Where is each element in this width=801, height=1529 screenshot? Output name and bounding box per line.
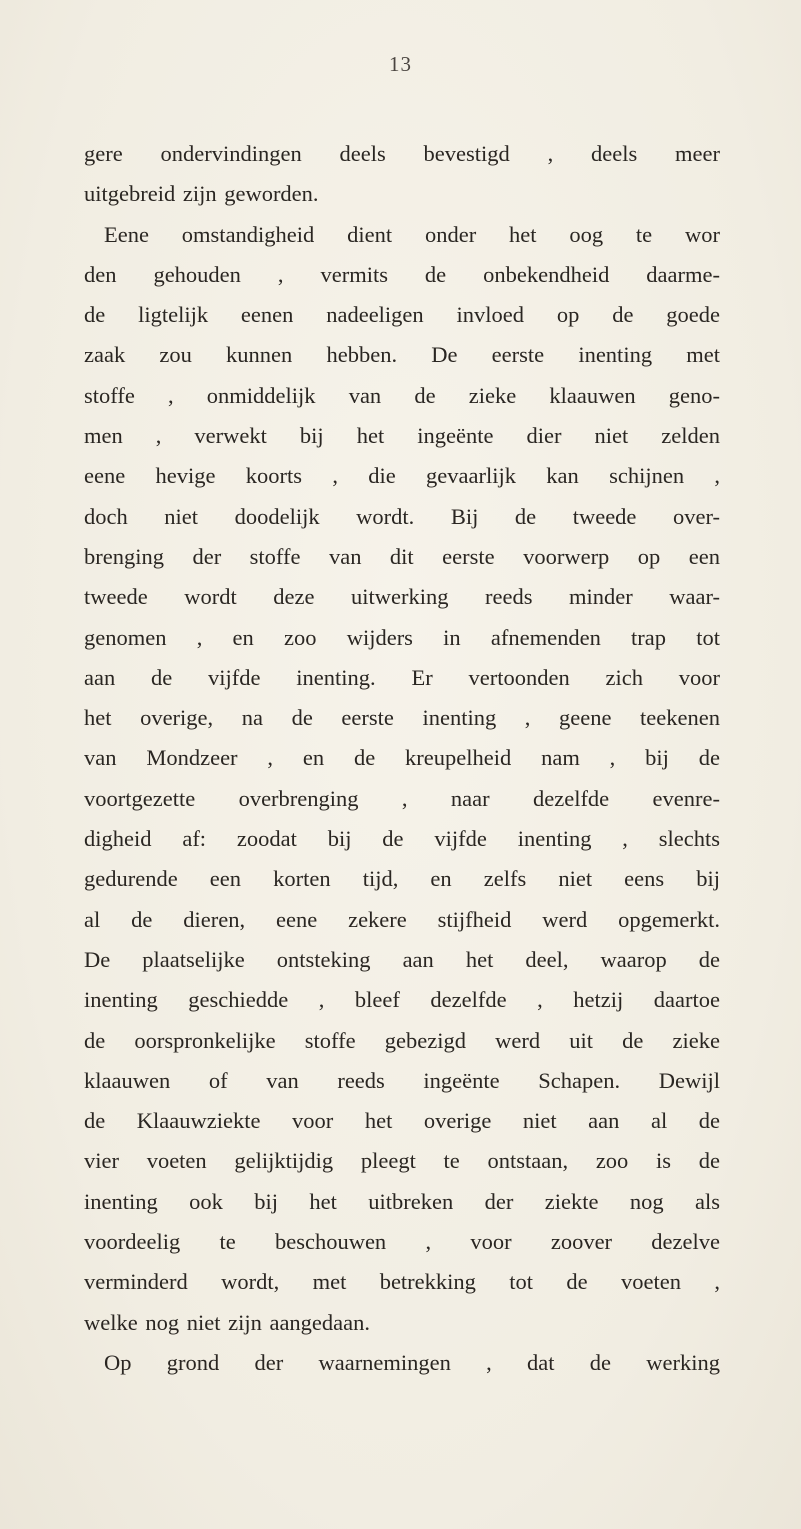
- text-line: zaak zou kunnen hebben. De eerste inenting met: [84, 342, 720, 368]
- text-line: verminderd wordt, met betrekking tot de voeten ,: [84, 1269, 720, 1295]
- text-line: al de dieren, eene zekere stijfheid werd opgemerkt.: [84, 906, 720, 932]
- text-line: inenting ook bij het uitbreken der ziekte nog als: [84, 1188, 720, 1214]
- text-line: eene hevige koorts , die gevaarlijk kan schijnen ,: [84, 463, 720, 489]
- text-line: doch niet doodelijk wordt. Bij de tweede over-: [84, 503, 720, 529]
- text-line: de oorspronkelijke stoffe gebezigd werd uit de zieke: [84, 1027, 720, 1053]
- text-line: digheid af: zoodat bij de vijfde inenting , slechts: [84, 826, 720, 852]
- body-text: [84, 134, 720, 1383]
- text-line: stoffe , onmiddelijk van de zieke klaauwen geno-: [84, 382, 720, 408]
- text-line: de Klaauwziekte voor het overige niet aan al de: [84, 1108, 720, 1134]
- text-line: tweede wordt deze uitwerking reeds minder waar-: [84, 584, 720, 610]
- text-line: van Mondzeer , en de kreupelheid nam , bij de: [84, 745, 720, 771]
- text-line: Eene omstandigheid dient onder het oog te wor: [104, 221, 720, 247]
- text-line: Op grond der waarnemingen , dat de werking: [104, 1349, 720, 1375]
- text-line: uitgebreid zijn geworden.: [84, 181, 319, 207]
- text-line: den gehouden , vermits de onbekendheid daarme-: [84, 261, 720, 287]
- text-line: het overige, na de eerste inenting , geene teekenen: [84, 705, 720, 731]
- page-number: 13: [389, 52, 412, 76]
- text-line: voordeelig te beschouwen , voor zoover dezelve: [84, 1229, 720, 1255]
- text-line: de ligtelijk eenen nadeeligen invloed op de goede: [84, 302, 720, 328]
- text-line: gere ondervindingen deels bevestigd , deels meer: [84, 141, 720, 166]
- text-line: voortgezette overbrenging , naar dezelfde evenre-: [84, 785, 720, 811]
- text-line: welke nog niet zijn aangedaan.: [84, 1309, 371, 1335]
- text-line: gedurende een korten tijd, en zelfs niet eens bij: [84, 866, 720, 892]
- text-line: De plaatselijke ontsteking aan het deel, waarop de: [84, 946, 720, 972]
- text-line: inenting geschiedde , bleef dezelfde , hetzij daartoe: [84, 987, 720, 1013]
- text-line: brenging der stoffe van dit eerste voorwerp op een: [84, 543, 720, 569]
- text-line: aan de vijfde inenting. Er vertoonden zich voor: [84, 664, 720, 690]
- text-line: klaauwen of van reeds ingeënte Schapen. Dewijl: [84, 1067, 720, 1093]
- text-line: men , verwekt bij het ingeënte dier niet zelden: [84, 423, 720, 449]
- text-line: genomen , en zoo wijders in afnemenden trap tot: [84, 624, 720, 650]
- text-line: vier voeten gelijktijdig pleegt te ontstaan, zoo is de: [84, 1148, 720, 1174]
